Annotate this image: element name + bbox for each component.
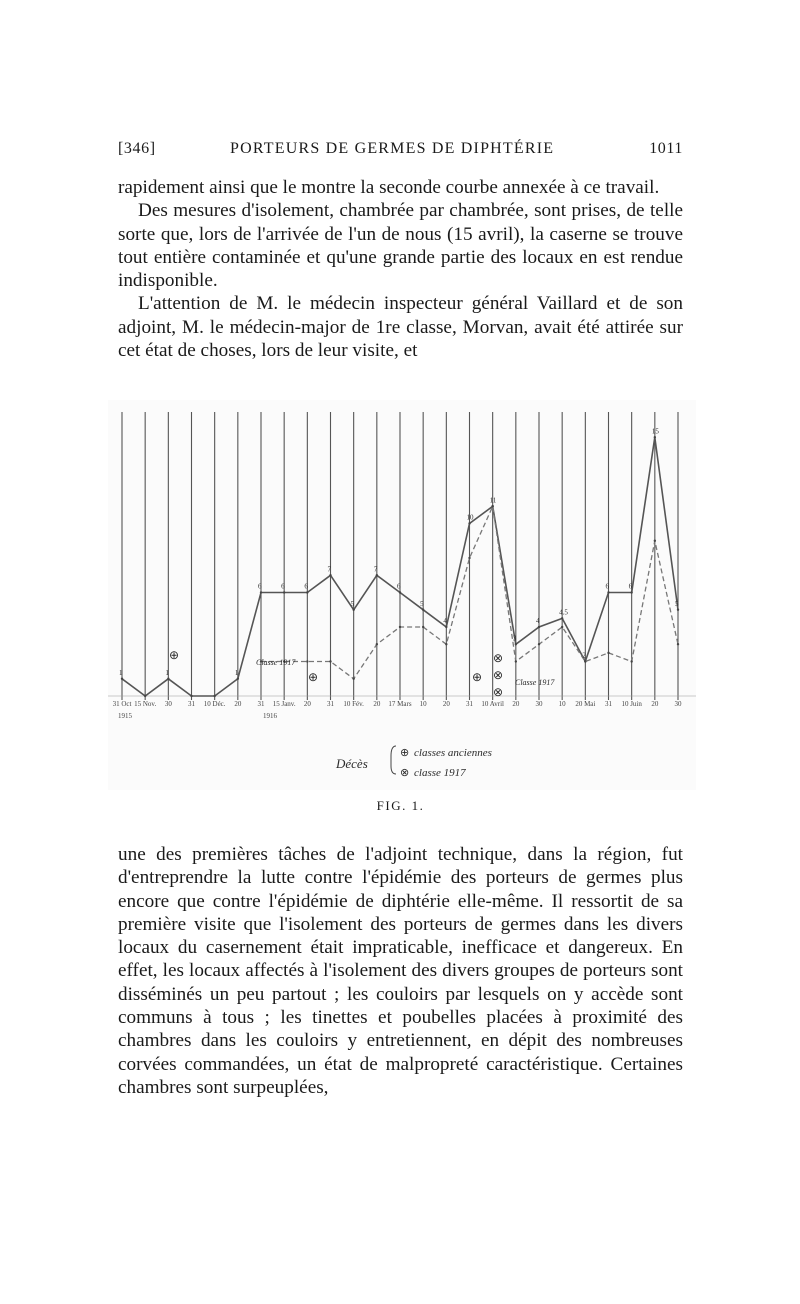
body-text-top bbox=[118, 176, 683, 362]
data-point bbox=[376, 574, 378, 576]
data-point bbox=[329, 574, 331, 576]
legend-item: classes anciennes bbox=[414, 747, 492, 759]
data-label: 6 bbox=[397, 582, 401, 591]
data-label: 4 bbox=[443, 617, 447, 625]
x-tick-label: 31 bbox=[466, 700, 473, 708]
x-tick-label: 31 bbox=[605, 700, 612, 708]
data-label: 6 bbox=[304, 582, 308, 591]
x-tick-label: 20 Mai bbox=[575, 700, 596, 708]
data-point bbox=[561, 617, 563, 619]
body-text-bottom bbox=[118, 843, 683, 1099]
x-tick-label: 17 Mars bbox=[388, 700, 412, 708]
data-point bbox=[654, 436, 656, 438]
data-point bbox=[630, 591, 632, 593]
death-marker-classe-1917-icon: ⊗ bbox=[492, 685, 504, 699]
figure-chart bbox=[108, 400, 696, 790]
data-label: 10 bbox=[466, 513, 474, 522]
data-label: 1 bbox=[119, 668, 123, 677]
data-point bbox=[538, 643, 540, 645]
running-header bbox=[118, 140, 683, 164]
data-point bbox=[121, 678, 123, 680]
data-point bbox=[422, 609, 424, 611]
data-label: 3 bbox=[512, 634, 517, 643]
paragraph: une des premières tâches de l'adjoint technique, dans la région, fut d'entreprendre la lutte contre l'épidémie des porteurs de germes plus encore que contre l'épidémie de diphtérie elle-même. Il ressortit de sa première visite que l'isolement des porteurs de germes dans les divers locaux du casernement était impraticable, inefficace et dangereux. En effet, les locaux affectés à l'isolement des divers groupes de porteurs sont disséminés un peu partout ; les couloirs par lesquels on y accède sont communs à tous ; les tinettes et poubelles placées à proximité des chambres dans les couloirs y entretiennent, en dépit des nombreuses corvées commandées, un état de malpropreté caractéristique. Certaines chambres sont surpeuplées, bbox=[118, 844, 683, 1098]
x-tick-label: 15 Nov. bbox=[134, 700, 157, 708]
x-tick-label: 10 Avril bbox=[481, 700, 504, 708]
data-point bbox=[352, 609, 354, 611]
data-point bbox=[422, 626, 424, 628]
x-tick-label: 10 bbox=[558, 700, 566, 708]
x-tick-label: 10 bbox=[419, 700, 427, 708]
data-point bbox=[468, 522, 470, 524]
x-tick-label: 30 bbox=[535, 700, 543, 708]
running-title: PORTEURS DE GERMES DE DIPHTÉRIE bbox=[230, 140, 555, 157]
figure-caption: FIG. 1. bbox=[376, 798, 425, 813]
legend-symbol-icon: ⊕ bbox=[400, 747, 410, 759]
data-label: 5 bbox=[350, 599, 355, 608]
data-label: 4 bbox=[536, 617, 540, 625]
data-label: 5 bbox=[420, 599, 424, 608]
data-label: 6 bbox=[605, 582, 609, 591]
x-tick-label: 20 bbox=[234, 700, 242, 708]
x-tick-label: 15 Janv. bbox=[272, 700, 296, 708]
death-marker-classe-1917-icon: ⊗ bbox=[492, 651, 504, 665]
annotation-classe: Classe 1917 bbox=[515, 678, 555, 687]
data-point bbox=[607, 652, 609, 654]
data-label: 6 bbox=[258, 582, 262, 591]
paragraph: Des mesures d'isolement, chambrée par chambrée, sont prises, de telle sorte que, lors de l'arrivée de l'un de nous (15 avril), la caserne se trouve tout entière contaminée et qu'une grande partie des locaux en est rendue indisponible. bbox=[118, 200, 683, 292]
legend-item: classe 1917 bbox=[414, 767, 466, 779]
data-point bbox=[352, 678, 354, 680]
x-tick-label: 31 bbox=[327, 700, 334, 708]
data-point bbox=[399, 591, 401, 593]
data-point bbox=[190, 695, 192, 697]
data-point bbox=[468, 557, 470, 559]
data-label: 11 bbox=[489, 496, 497, 505]
x-tick-label: 30 bbox=[164, 700, 172, 708]
data-point bbox=[630, 660, 632, 662]
line-chart bbox=[108, 400, 696, 790]
data-point bbox=[677, 643, 679, 645]
x-tick-label: 20 bbox=[303, 700, 311, 708]
data-point bbox=[213, 695, 215, 697]
data-label: 1 bbox=[165, 668, 169, 677]
data-point bbox=[445, 626, 447, 628]
data-point bbox=[167, 678, 169, 680]
data-label: 4.5 bbox=[559, 608, 568, 617]
page-ref: [346] bbox=[118, 140, 156, 157]
year-label: 1915 bbox=[118, 712, 132, 720]
data-point bbox=[654, 540, 656, 542]
data-point bbox=[329, 660, 331, 662]
x-tick-label: 10 Fév. bbox=[343, 700, 364, 708]
death-marker-classe-1917-icon: ⊗ bbox=[492, 668, 504, 682]
data-point bbox=[491, 505, 493, 507]
x-tick-label: 31 bbox=[188, 700, 195, 708]
data-point bbox=[584, 660, 586, 662]
paragraph: rapidement ainsi que le montre la seconde courbe annexée à ce travail. bbox=[118, 177, 660, 198]
x-tick-label: 31 bbox=[257, 700, 265, 708]
data-label: 1 bbox=[234, 668, 239, 677]
data-label: 6 bbox=[628, 582, 633, 591]
death-marker-anciennes-icon: ⊕ bbox=[471, 670, 483, 684]
data-label: 2 bbox=[582, 651, 586, 660]
data-point bbox=[515, 643, 517, 645]
data-label: 7 bbox=[327, 565, 331, 574]
data-label: 6 bbox=[281, 582, 285, 591]
data-point bbox=[306, 591, 308, 593]
death-marker-anciennes-icon: ⊕ bbox=[307, 670, 319, 684]
data-label: 5 bbox=[675, 599, 679, 608]
data-point bbox=[306, 660, 308, 662]
legend-title: Décès bbox=[336, 756, 368, 771]
data-label: 15 bbox=[651, 427, 659, 436]
data-point bbox=[607, 591, 609, 593]
x-tick-label: 10 Juin bbox=[621, 700, 642, 708]
data-label: 7 bbox=[373, 565, 378, 574]
data-point bbox=[376, 643, 378, 645]
death-marker-anciennes-icon: ⊕ bbox=[168, 648, 180, 662]
data-point bbox=[515, 660, 517, 662]
x-tick-label: 20 bbox=[651, 700, 659, 708]
x-tick-label: 31 Oct bbox=[112, 700, 132, 708]
data-point bbox=[561, 626, 563, 628]
data-point bbox=[283, 591, 285, 593]
data-point bbox=[237, 678, 239, 680]
paragraph: L'attention de M. le médecin inspecteur général Vaillard et de son adjoint, M. le médecin-major de 1re classe, Morvan, avait été attirée sur cet état de choses, lors de leur visite, et bbox=[118, 293, 683, 362]
data-point bbox=[445, 643, 447, 645]
x-tick-label: 20 bbox=[512, 700, 520, 708]
annotation-classe: Classe 1917 bbox=[256, 658, 296, 667]
x-tick-label: 30 bbox=[674, 700, 682, 708]
x-tick-label: 20 bbox=[442, 700, 450, 708]
page-number: 1011 bbox=[649, 140, 683, 157]
data-point bbox=[399, 626, 401, 628]
x-tick-label: 10 Déc. bbox=[203, 700, 226, 708]
data-point bbox=[260, 591, 262, 593]
data-point bbox=[677, 609, 679, 611]
x-tick-label: 20 bbox=[373, 700, 381, 708]
data-point bbox=[144, 695, 146, 697]
legend-symbol-icon: ⊗ bbox=[400, 767, 410, 779]
year-label: 1916 bbox=[263, 712, 277, 720]
data-point bbox=[538, 626, 540, 628]
